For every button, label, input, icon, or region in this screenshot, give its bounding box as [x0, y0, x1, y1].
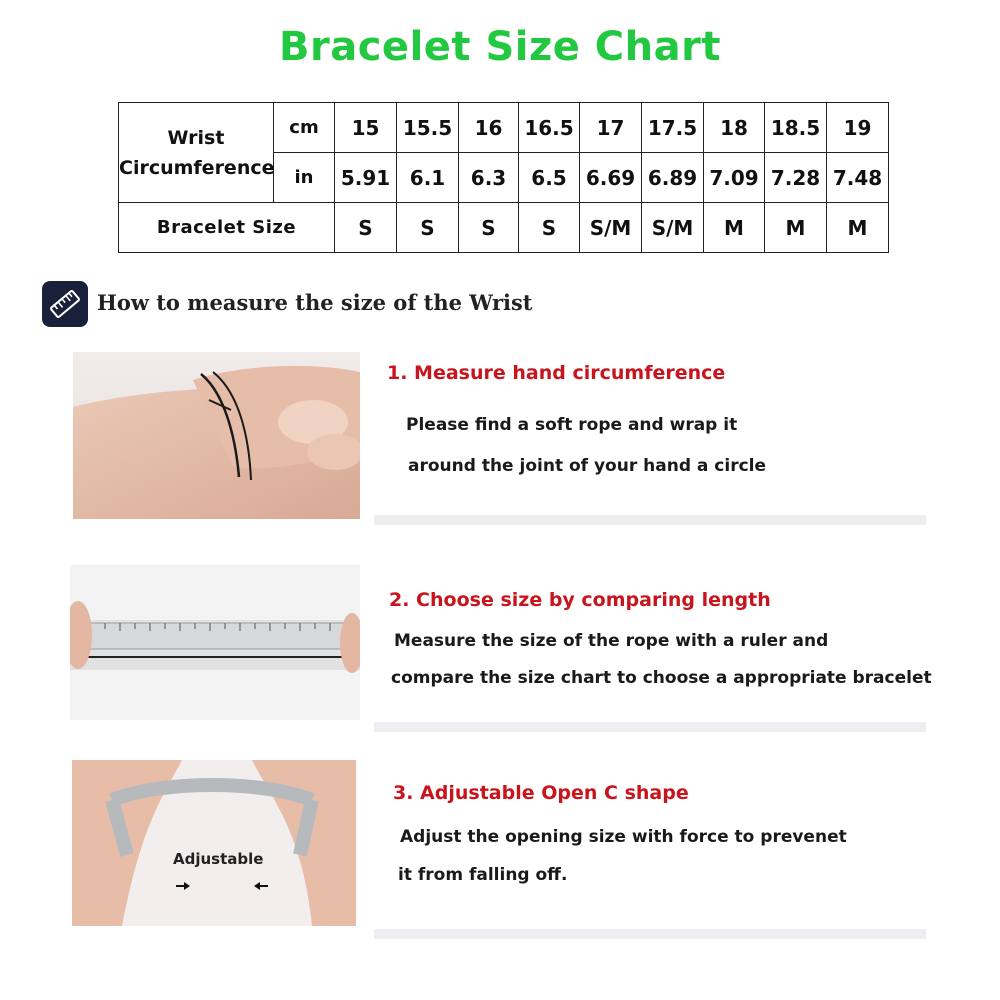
in-cell: 7.09 [704, 153, 765, 203]
in-cell: 6.1 [397, 153, 459, 203]
step-2-title: 2. Choose size by comparing length [389, 589, 771, 611]
adjustable-label: Adjustable [173, 850, 264, 868]
size-cell: S/M [642, 203, 704, 253]
size-cell: M [765, 203, 827, 253]
unit-cm-label: cm [274, 103, 335, 153]
wrist-rope-photo [73, 352, 360, 519]
cm-cell: 16 [459, 103, 519, 153]
in-cell: 5.91 [335, 153, 397, 203]
adjustable-bracelet-photo [72, 760, 356, 926]
cm-cell: 17 [580, 103, 642, 153]
cm-cell: 18.5 [765, 103, 827, 153]
step-1-line-1: Please find a soft rope and wrap it [406, 415, 738, 435]
size-cell: S [397, 203, 459, 253]
size-cell: M [827, 203, 889, 253]
wrist-label: Wrist [167, 126, 225, 149]
bracelet-size-label: Bracelet Size [119, 203, 335, 253]
size-cell: S/M [580, 203, 642, 253]
size-cell: S [519, 203, 580, 253]
size-cell: S [335, 203, 397, 253]
circumference-label: Circumference [119, 156, 275, 179]
table-row-size [119, 203, 889, 253]
ruler-icon [42, 281, 88, 327]
size-cell: S [459, 203, 519, 253]
size-cell: M [704, 203, 765, 253]
step-2-divider [374, 722, 926, 732]
step-2-line-1: Measure the size of the rope with a ruler and [394, 631, 829, 651]
in-cell: 6.5 [519, 153, 580, 203]
cm-cell: 18 [704, 103, 765, 153]
table-row-cm [119, 103, 889, 153]
in-cell: 7.28 [765, 153, 827, 203]
size-chart-table [118, 102, 889, 253]
in-cell: 6.89 [642, 153, 704, 203]
in-cell: 6.69 [580, 153, 642, 203]
cm-cell: 15.5 [397, 103, 459, 153]
ruler-photo [70, 565, 360, 720]
in-cell: 6.3 [459, 153, 519, 203]
wrist-circumference-header [119, 103, 274, 203]
step-1-divider [374, 515, 926, 525]
cm-cell: 15 [335, 103, 397, 153]
in-cell: 7.48 [827, 153, 889, 203]
page-title: Bracelet Size Chart [279, 24, 721, 70]
cm-cell: 17.5 [642, 103, 704, 153]
step-1-title: 1. Measure hand circumference [387, 362, 726, 384]
step-3-divider [374, 929, 926, 939]
unit-in-label: in [274, 153, 335, 203]
cm-cell: 19 [827, 103, 889, 153]
step-3-title: 3. Adjustable Open C shape [393, 782, 689, 804]
cm-cell: 16.5 [519, 103, 580, 153]
step-1-line-2: around the joint of your hand a circle [408, 456, 767, 476]
step-3-line-1: Adjust the opening size with force to prevenet [400, 827, 847, 847]
step-2-line-2: compare the size chart to choose a appropriate bracelet [391, 668, 932, 688]
howto-title: How to measure the size of the Wrist [97, 290, 533, 315]
step-3-line-2: it from falling off. [398, 865, 568, 885]
